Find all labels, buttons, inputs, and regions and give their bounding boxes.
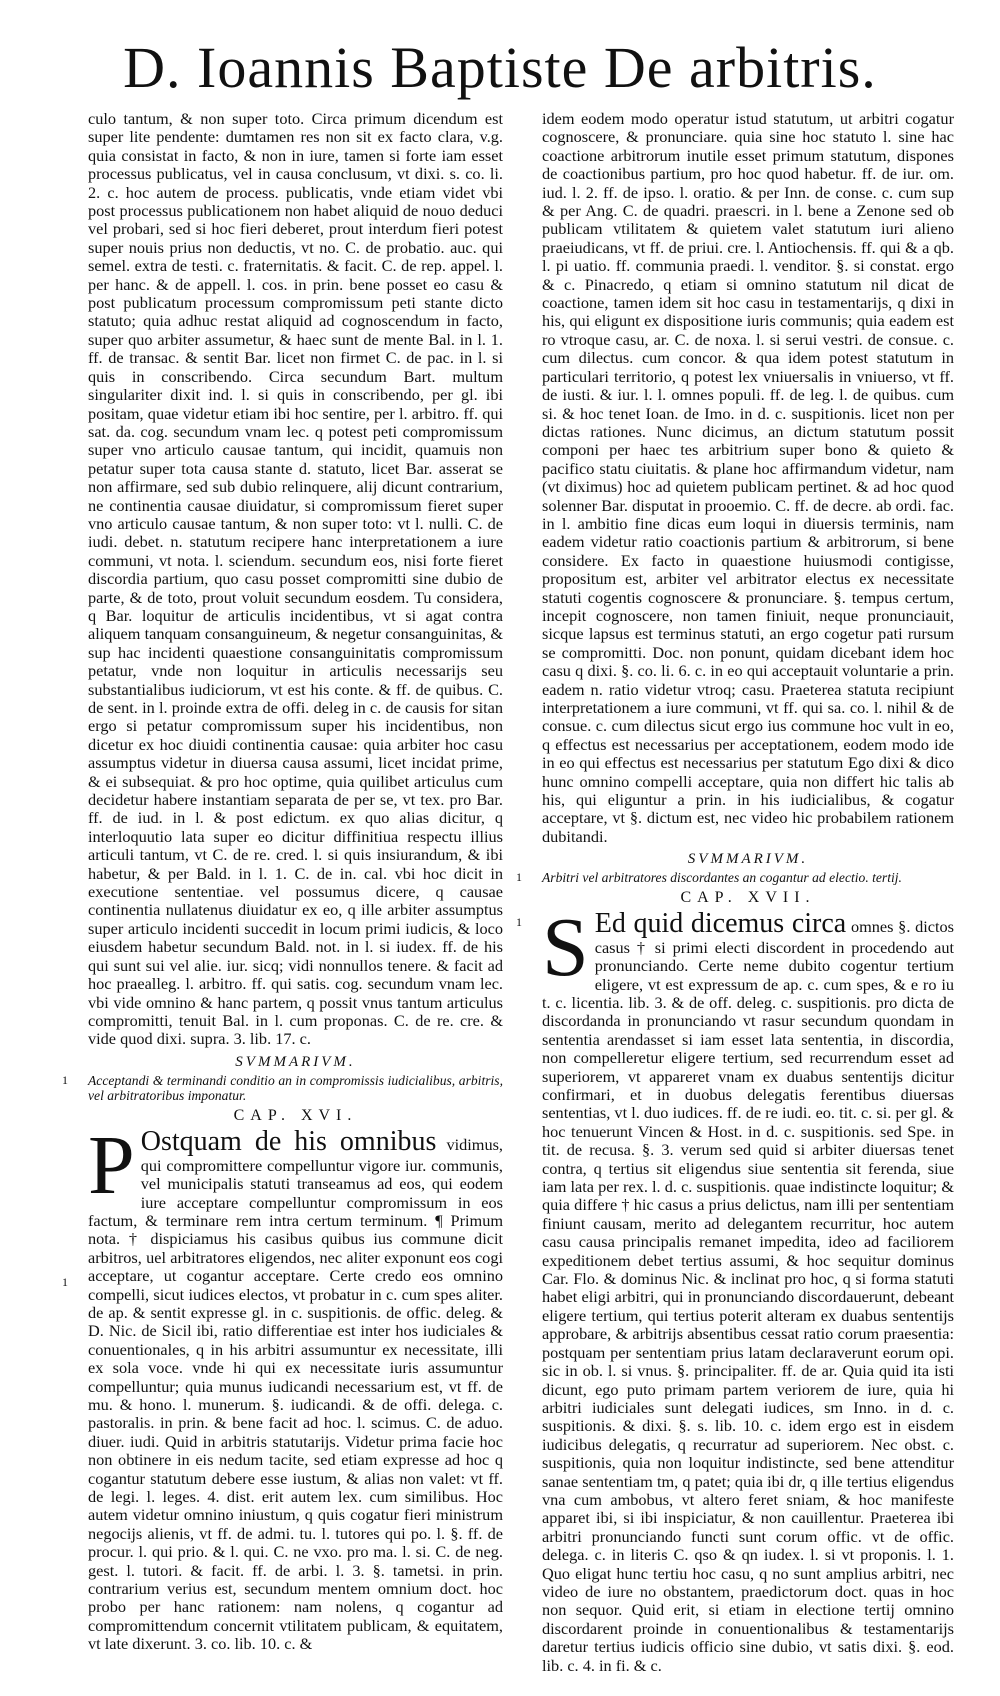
chapter-16-drop-cap: P <box>88 1118 135 1212</box>
summary-text-right <box>516 870 954 886</box>
chapter-16-text: vidimus, qui compromittere compelluntur vigore iur. communis, vel municipalis statuti transeamus ad eos, qui eodem iure acceptare compelluntur compromissum in eos factum, & terminare rem intra certum terminum. ¶ Primum nota. † dispiciamus his casibus quibus ius commune dicit arbitros, uel arbitratores eligendos, nec aliter exponunt eos cogi acceptare, ut cogantur acceptare. Certe credo eos omnino compelli, sicut iudices electos, vt probatur in c. cum spes aliter. de ap. & sentit expresse gl. in c. suspitionis. de offic. deleg. & D. Nic. de Sicil ibi, ratio differentiae est inter hos iudiciales & conuentionales, q in his arbitri assumuntur ex necessitate, illi ex sola voce. vnde hi qui ex necessitate iuris assumuntur compelluntur; quia munus iudicandi necessarium est, vt ff. de mu. & hono. l. munerum. §. iudicandi. & de offi. delega. c. pastoralis. in prin. & bene facit ad hoc. l. scimus. C. de aduo. diuer. iudi. Quid in arbitris statutarijs. Videtur prima facie hoc non obtinere in eis nedum tacite, sed etiam expresse ad hoc q cogantur statutum debere esse iustum, & alias non valet: vt ff. de legi. l. leges. 4. dist. erit autem lex. cum similibus. Hoc autem videtur omnino iniustum, q quis cogatur fieri ministrum negocijs alienis, vt ff. de admi. tu. l. tutores qui po. l. §. ff. de procur. l. qui prio. & l. qui. C. ne vxo. pro ma. l. si. C. de neg. gest. l. tutori. & facit. ff. de arbi. l. 3. §. tametsi. in prin. contrarium verius est, secundum mentem omnium doct. hoc probo per hanc rationem: nam nolens, q cogantur ad compromittendum concernit vtilitatem publicam, & equitatem, vt late dixerunt. 3. co. lib. 10. c. & <box>88 1134 503 1654</box>
summary-marker-number-right: 1 <box>516 870 522 885</box>
chapter-16-marginal-number: 1 <box>62 1274 68 1289</box>
summary-text-left <box>62 1072 503 1104</box>
running-title: D. Ioannis Baptiste De arbitris. <box>123 35 877 100</box>
chapter-16-heading: CAP. XVI. <box>233 1106 358 1124</box>
chapter-16-body <box>62 1118 503 1654</box>
chapter-17-marginal-number: 1 <box>516 914 522 929</box>
right-column <box>516 109 954 1675</box>
summary-text-body-right: Arbitri vel arbitratores discordantes an cogantur ad electio. tertij. <box>542 870 902 886</box>
chapter-17-body <box>516 900 954 1675</box>
chapter-17-heading: CAP. XVII. <box>680 888 816 906</box>
summary-heading-left: SVMMARIVM. <box>235 1053 356 1070</box>
summary-text-body: Acceptandi & terminandi conditio an in compromissis iudicialibus, arbitris, vel arbitratoribus imponatur. <box>88 1072 503 1104</box>
left-column <box>62 109 503 1654</box>
chapter-16-opening-words: Ostquam de his omnibus <box>140 1125 437 1157</box>
right-paragraph-continuation: idem eodem modo operatur istud statutum, ut arbitri cogatur cognoscere, & pronunciare. quia sine hoc statuto l. sine hac coactione arbitrorum inutile esset primum statutum, dispones de coactionibus partium, pro hoc quod habetur. ff. de iur. om. iud. l. 2. ff. de ipso. l. oratio. & per Inn. de conse. c. cum sup & per Ang. C. de quadri. praescri. in l. bene a Zenone sed ob publicam vtilitatem & quietem valet statutum iuri alieno praeiudicans, vt ff. de priui. cre. l. Antiochensis. ff. qui & a qb. l. pi uatio. ff. communia praedi. l. venditor. §. si constat. ergo & c. Pinacredo, q etiam si omnino statutum nil dicat de coactione, tamen idem sit hoc casu in testamentarijs, q dixi in his, qui eligunt ex dispositione iuris communis; quia eadem est ro vtroque casu, ar. C. de noxa. l. si serui vestri. de consue. c. cum dilectus. cum concor. & qua idem potest statutum in particulari territorio, q potest lex vniuersalis in vniuerso, vt ff. de iusti. & iur. l. l. omnes populi. ff. de leg. l. de quibus. cum si. & hoc tenet Ioan. de Imo. in d. c. suspitionis. licet non per dictas rationes. Nunc dicimus, an dictum statutum possit componi per haec tes arbitrium super bono & quieto & pacifico statu ciuitatis. & plane hoc affirmandum videtur, nam (vt diximus) hoc ad quietem publicam pertinet. & ad hoc quod solenner Bar. disputat in prooemio. C. ff. de decre. ab ordi. fac. in l. ambitio fine dicas eum loqui in diuersis terminis, nam eadem videtur ratio coactionis partium & arbitrorum, si bene considere. Ex facto in quaestione huiusmodi contigisse, propositum est, arbiter vel arbitrator electus ex necessitate statuti cogentis cognoscere & pronunciare. §. tempus certum, incepit cognoscere, non tamen finiuit, neque pronunciauit, sicque lapsus est terminus statuti, an ergo cogetur pati rursum se compromitti. Doc. non ponunt, quidam dicebant idem hoc casu q dixi. §. co. li. 6. c. in eo qui acceptauit voluntarie a prin. eadem n. ratio videtur vtroq; casu. Praeterea statuta recipiunt interpretationem a iure communi, vt ff. qui sa. co. l. nihil & de consue. c. cum dilectus sicut ergo ius commune hoc vult in eo, q effectus est necessarius per acceptationem, eodem modo ide in eo qui effectus est necessarius per statutum Ego dixi & dico hunc omnino compelli acceptare, quia non differt hic talis ab his, qui eliguntur a prin. in his iudicialibus, & cogatur acceptare, vt §. dictum est, nec video hic probabilem rationem dubitandi. <box>542 109 954 846</box>
chapter-17-text: omnes §. dictos casus † si primi electi discordent in procedendo aut pronunciando. Certe neme dubito cogentur tertium eligere, vt est expressum de ap. c. cum spes, & e ro iu t. c. licentia. lib. 3. & de off. deleg. c. suspitionis. pro dicta de discordanda in pronunciando vt rasur secundum quondam in sententia arendasset si iam esset lata sententia, in discordia, non compelleretur eligere tertium, sed recurrendum esset ad superiorem, vt appareret vnam ex duabus sententijs dicitur confirmari, et in duobus delegatis ferentibus diuersas sententias, vt l. duo iudices. ff. de re iudi. eo. tit. c. si. per gl. & hoc tenuerunt Vincen & Host. in d. c. suspitionis. sed Spe. in tit. de recusa. §. 3. verum sed quid si arbiter diuersas tenet contra, q tertius sit eligendus siue sententia sit ferenda, siue iam lata per rex. l. d. c. suspitionis. quae indistincte loquitur; & quia differe † hic casus a prius delictus, nam illi per sententiam finiunt causam, merito ad delegantem recurritur, hoc autem casu causa principalis remanet impedita, ideo ad faciliorem expeditionem debet tertius assumi, & hoc sequitur dominus Car. Flo. & dominus Nic. & inclinat pro hoc, q si forma statuti habet eligi arbitri, qui in pronunciando discordauerunt, debeant eligere tertium, qui tertius poterit alteram ex duabus sententijs approbare, & arbitrijs absentibus cessat ratio corum praesentia: postquam per sententiam prius latam declaraverunt eorum opi. sic in ob. l. si vnus. §. principaliter. ff. de ar. Quia quid ita isti dicunt, ego puto primam partem veriorem de iure, quia hi arbitri iudiciales sunt delegati iudices, sm Inno. in d. c. suspitionis. & dixi. §. s. lib. 10. c. idem ergo est in eisdem iudicibus delegatis, q recurratur ad superiorem. Nec obst. c. suspitionis, quia non loquitur indistincte, sed bene attenditur sanae sententiam tm, q patet; quia ibi dr, q ille tertius eligendus vna cum ambobus, vt altero feret sniam, & hoc manifeste apparet ibi, si ibi inspiciatur, & non cauillentur. Praeterea ibi arbitri pronunciando functi sunt corum offic. vt de offic. delega. c. in literis C. qso & qn iudex. l. si vt proponis. l. 1. Quo eligat hunc tertiu hoc casu, q no sunt amplius arbitri, nec video de iure no obstantem, praedictorum doct. quas in hoc non sequor. Quid erit, si etiam in electione tertij omnino discordarent proinde in conuentionalibus & testamentarijs daretur tertius iudicis officio sine dubio, vt satis dixi. §. eod. lib. c. 4. in fi. & c. <box>542 916 954 1675</box>
chapter-17-opening-words: Ed quid dicemus circa <box>594 907 847 939</box>
chapter-17-drop-cap: S <box>542 900 589 994</box>
summary-marker-number: 1 <box>62 1072 68 1087</box>
summary-heading-right: SVMMARIVM. <box>687 851 809 868</box>
left-paragraph-continuation: culo tantum, & non super toto. Circa primum dicendum est super lite pendente: dumtamen res non sit ex facto clara, v.g. quia consistat in facto, & non in iure, tamen si forte iam esset processus publicatus, vel in causa conclusum, vt dixi. s. co. li. 2. c. hoc autem de process. publicatis, vnde etiam videt vbi post processus publicationem non habet aliquid de nouo deduci vel probari, sed si hoc fieri deberet, prout interdum fieri potest super nouis prius non deductis, vt no. C. de probatio. auc. qui semel. extra de testi. c. fraternitatis. & facit. C. de rep. appel. l. per hanc. & de appell. l. cos. in prin. bene posset eo casu & post publicatum processum compromissum peti stante dicto statuto; quia adhuc restat aliquid ad cognoscendum in facto, super quo arbiter assumetur, & haec sunt de mente Bal. in l. 1. ff. de transac. & sentit Bar. licet non firmet C. de pac. in l. si quis in conscribendo. Circa secundum Bart. multum singulariter dixit ind. l. si quis in conscribendo, per gl. ibi positam, quae videtur etiam ibi hoc sentire, per l. arbitro. ff. qui sat. da. cog. secundum vnam lec. q potest peti compromissum super vno articulo causae tantum, qui incidit, quamuis non petatur super tota causa stante d. statuto, licet Bar. asserat se non affirmare, sed sub dubio relinquere, alij dicunt contrarium, ne continentia causae diuidatur, si compromissum fieret super vno articulo causae tantum, & non super toto: vt l. nulli. C. de iudi. debet. n. statutum recipere hanc interpretationem a iure communi, vt nota. l. sciendum. secundum eos, nisi forte fieret discordia partium, quo casu posset compromitti sine dubio de parte, & de toto, prout voluit secundum eosdem. Tu considera, q Bar. loquitur de articulis incidentibus, vt si agat contra aliquem tanquam consanguineum, & negetur consanguinitas, & sup hac incidenti quaestione consanguinitatis compromissum petatur, vnde non loquitur in articulis necessarijs seu substantialibus iudiciorum, vt est his conte. & ff. de quibus. C. de sent. in l. proinde extra de offi. deleg in c. de causis for sitan ergo si petatur compromissum super his incidentibus, non dicetur ex hoc diuidi continentia causae: quia arbiter hoc casu assumptus videtur in diuersa causa assumi, licet incidat prime, & ei subsequiat. & pro hoc optime, quia quilibet articulus cum decidetur habere instantiam separata de per se, vt tex. pro Bar. ff. de iud. in l. & post edictum. ex quo alias dicitur, q interloquutio lata super eo dicitur diffinitiua respectu illius articuli tantum, vt C. de re. cred. l. si quis insiurandum, & ibi habetur, & per Bald. in l. 1. C. de in. cal. vbi hoc dicit in executione sententiae. vel possumus dicere, q causae continentia nullatenus diuidatur ex eo, q ille arbiter assumptus super articulo incidenti succedit in locum primi iudicis, & loco eiusdem habetur secundum Bald. not. in l. si iudex. ff. de his qui sunt sui vel alie. iur. sicq; vidi nonnullos tenere. & facit ad hoc praealleg. l. arbitro. ff. qui satis. cog. secundum vnam lec. vbi vide omnino & hanc partem, q possit vnus tantum articulus compromitti, tenuit Bal. in l. cum proponas. C. de re. cre. & vide quod dixi. supra. 3. lib. 17. c. <box>88 109 503 1049</box>
